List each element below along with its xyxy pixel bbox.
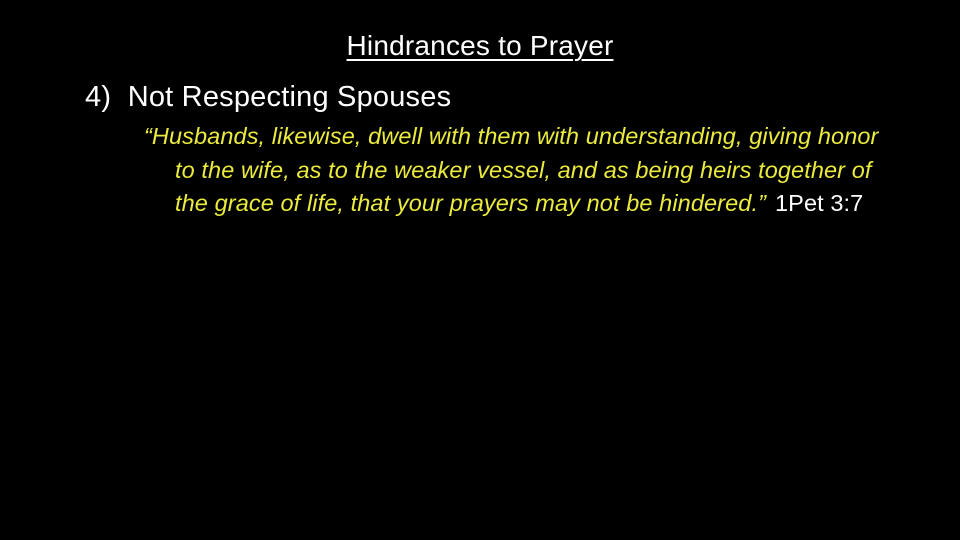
scripture-citation: 1Pet 3:7 xyxy=(775,190,864,216)
quote-line-3-text: the grace of life, that your prayers may not be hindered.” xyxy=(175,190,767,216)
slide-title: Hindrances to Prayer xyxy=(346,30,614,61)
quote-line-2: to the wife, as to the weaker vessel, and as being heirs together of xyxy=(175,156,872,183)
quote-line-3 xyxy=(0,187,960,221)
slide-heading-point-4: 4) Not Respecting Spouses xyxy=(85,81,452,113)
scripture-quote-block xyxy=(0,120,960,221)
quote-line-1: “Husbands, likewise, dwell with them with understanding, giving honor xyxy=(144,123,879,149)
